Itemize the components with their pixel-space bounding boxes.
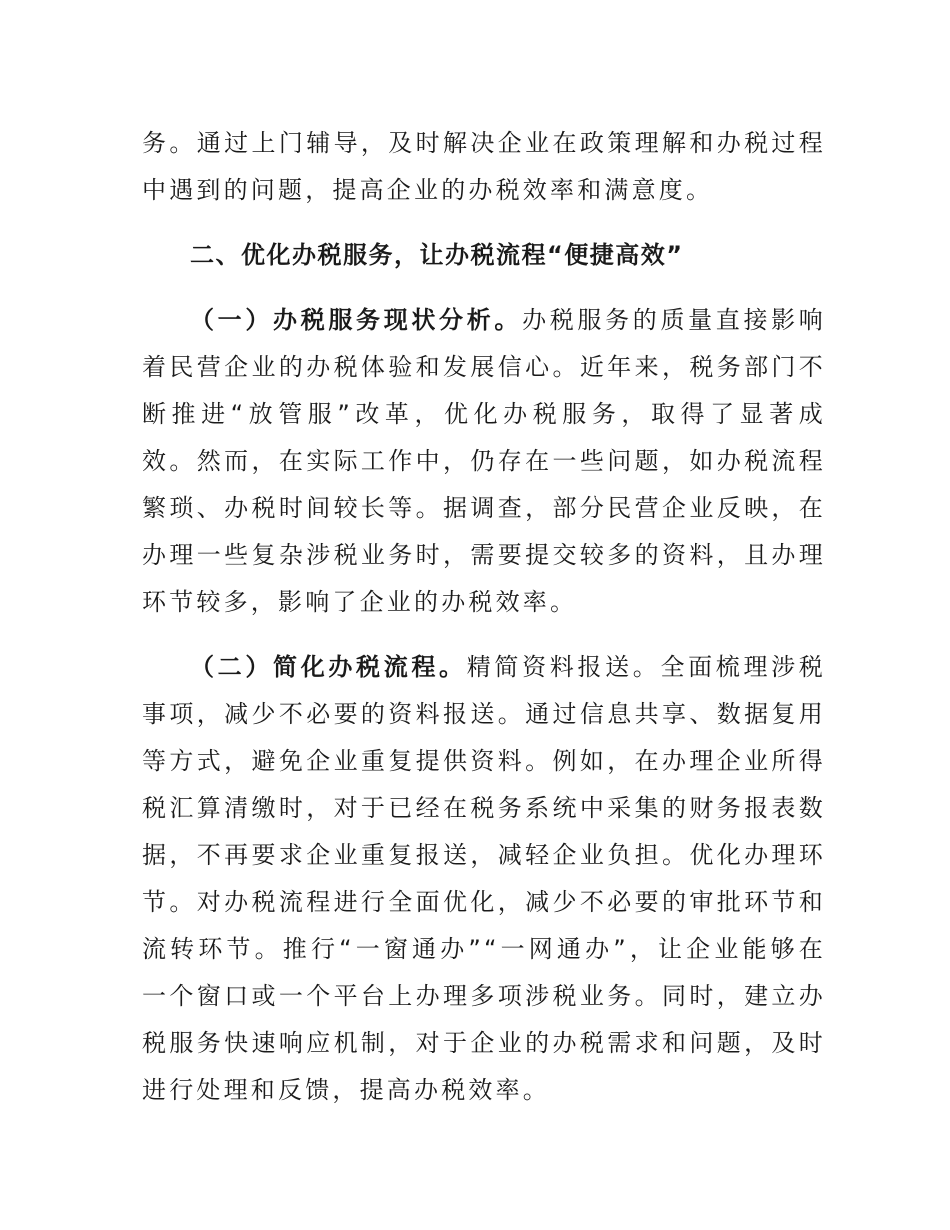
paragraph-lead: （一）办税服务现状分析。 bbox=[190, 306, 523, 334]
paragraph-body: 精简资料报送。全面梳理涉税事项，减少不必要的资料报送。通过信息共享、数据复用等方式，避免企业重复提供资料。例如，在办理企业所得税汇算清缴时，对于已经在税务系统中采集的财务报表数据，不再要求企业重复报送，减轻企业负担。优化办理环节。对办税流程进行全面优化，减少不必要的审批环节和流转环节。推行“一窗通办”“一网通办”，让企业能够在一个窗口或一个平台上办理多项涉税业务。同时，建立办税服务快速响应机制，对于企业的办税需求和问题，及时进行处理和反馈，提高办税效率。 bbox=[142, 653, 827, 1104]
paragraph-lead: （二）简化办税流程。 bbox=[190, 653, 467, 681]
paragraph-status-analysis bbox=[142, 297, 826, 626]
section-heading: 二、优化办税服务，让办税流程“便捷高效” bbox=[190, 241, 684, 269]
paragraph-body: 办税服务的质量直接影响着民营企业的办税体验和发展信心。近年来，税务部门不断推进“放管服”改革，优化办税服务，取得了显著成效。然而，在实际工作中，仍存在一些问题，如办税流程繁琐、办税时间较长等。据调查，部分民营企业反映，在办理一些复杂涉税业务时，需要提交较多的资料，且办理环节较多，影响了企业的办税效率。 bbox=[142, 306, 827, 616]
paragraph-simplify-process bbox=[142, 644, 826, 1114]
spacer bbox=[142, 279, 826, 297]
continuation-paragraph: 务。通过上门辅导，及时解决企业在政策理解和办税过程中遇到的问题，提高企业的办税效率和满意度。 bbox=[142, 129, 826, 204]
spacer bbox=[142, 626, 826, 644]
document-page bbox=[142, 120, 826, 1114]
